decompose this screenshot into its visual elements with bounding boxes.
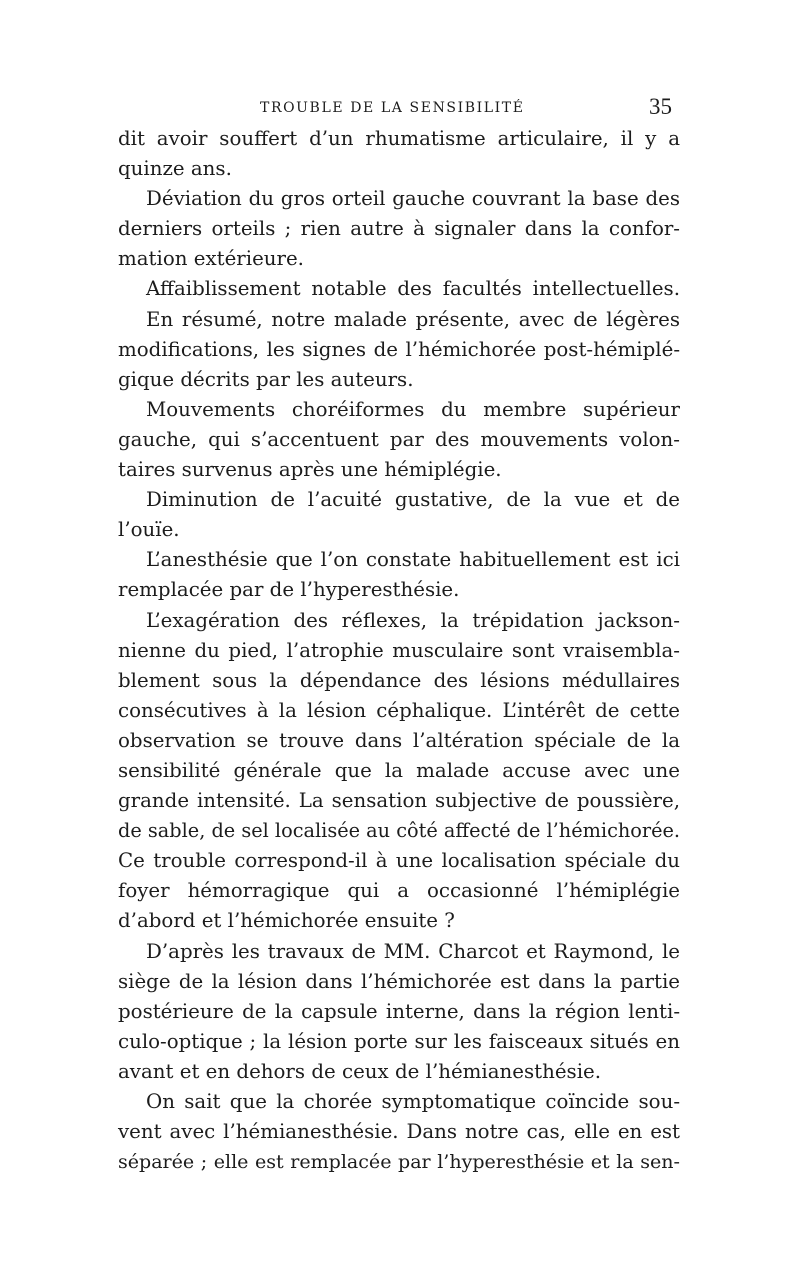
text-line: Ce trouble correspond-il à une localisation spéciale du — [118, 849, 680, 873]
text-line: sensibilité générale que la malade accuse avec une — [118, 758, 680, 782]
paragraph-first-line: Déviation du gros orteil gauche couvrant la base des — [146, 187, 680, 211]
text-line: de sable, de sel localisée au côté affecté de l’hémichorée. — [118, 819, 681, 843]
running-title: TROUBLE DE LA SENSIBILITÉ — [260, 100, 525, 116]
text-line: observation se trouve dans l’altération spéciale de la — [118, 728, 680, 752]
text-line: séparée ; elle est remplacée par l’hyperesthésie et la sen- — [118, 1151, 680, 1174]
text-line: vent avec l’hémianesthésie. Dans notre cas, elle en est — [118, 1120, 680, 1144]
text-line: grande intensité. La sensation subjective de poussière, — [118, 789, 680, 813]
text-line: gique décrits par les auteurs. — [118, 367, 414, 391]
paragraph-first-line: L’exagération des réflexes, la trépidation jackson- — [146, 608, 680, 632]
body-text — [118, 124, 680, 1177]
text-line: culo-optique ; la lésion porte sur les faisceaux situés en — [118, 1029, 680, 1053]
text-line: gauche, qui s’accentuent par des mouvements volon- — [118, 427, 680, 451]
text-line: blement sous la dépendance des lésions médullaires — [118, 668, 680, 692]
paragraph-first-line: D’après les travaux de MM. Charcot et Raymond, le — [146, 939, 680, 963]
paragraph-first-line: Mouvements choréiformes du membre supérieur — [146, 397, 680, 421]
text-line: dit avoir souffert d’un rhumatisme articulaire, il y a — [118, 127, 680, 150]
paragraph-first-line: On sait que la chorée symptomatique coïncide sou- — [146, 1090, 680, 1113]
text-line: foyer hémorragique qui a occasionné l’hémiplégie — [118, 879, 680, 903]
running-head — [120, 94, 680, 120]
page-number: 35 — [649, 94, 672, 119]
text-line: nienne du pied, l’atrophie musculaire sont vraisembla- — [118, 638, 680, 662]
text-line: d’abord et l’hémichorée ensuite ? — [118, 909, 455, 933]
text-line: postérieure de la capsule interne, dans la région lenti- — [118, 999, 680, 1023]
text-line: remplacée par de l’hyperesthésie. — [118, 578, 460, 602]
paragraph-first-line: Affaiblissement notable des facultés intellectuelles. — [146, 277, 680, 301]
text-line: taires survenus après une hémiplégie. — [118, 458, 502, 482]
text-line: l’ouïe. — [118, 518, 180, 542]
text-line: consécutives à la lésion céphalique. L’intérêt de cette — [118, 698, 680, 722]
text-line: avant et en dehors de ceux de l’hémianesthésie. — [118, 1059, 602, 1083]
paragraph-first-line: L’anesthésie que l’on constate habituellement est ici — [146, 548, 680, 572]
text-line: siège de la lésion dans l’hémichorée est dans la partie — [118, 969, 680, 993]
paragraph-first-line: Diminution de l’acuité gustative, de la vue et de — [146, 488, 680, 512]
text-line: modifications, les signes de l’hémichorée post-hémiplé- — [118, 337, 680, 361]
text-line: quinze ans. — [118, 157, 232, 181]
paragraph-first-line: En résumé, notre malade présente, avec de légères — [146, 307, 680, 331]
text-line: mation extérieure. — [118, 247, 304, 271]
text-line: derniers orteils ; rien autre à signaler dans la confor- — [118, 217, 680, 241]
